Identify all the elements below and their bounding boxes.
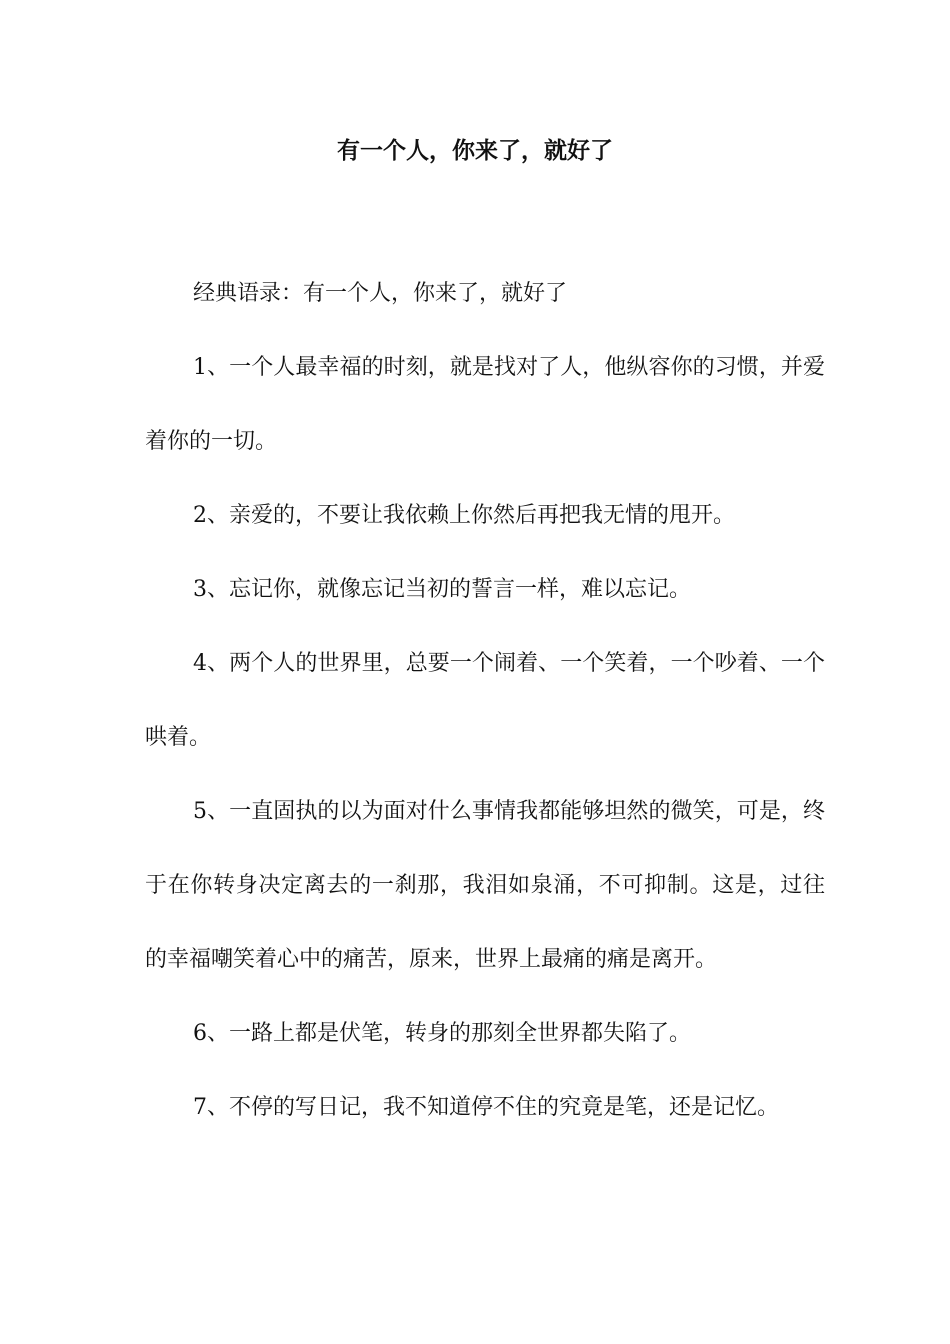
document-body — [145, 257, 825, 1145]
paragraph-intro: 经典语录：有一个人，你来了，就好了 — [193, 281, 568, 306]
paragraph-quote-3: 3、忘记你，就像忘记当初的誓言一样，难以忘记。 — [193, 577, 691, 602]
paragraph-quote-1: 1、一个人最幸福的时刻，就是找对了人，他纵容你的习惯，并爱着你的一切。 — [145, 355, 825, 454]
paragraph-quote-2: 2、亲爱的，不要让我依赖上你然后再把我无情的甩开。 — [193, 503, 735, 528]
page-title: 有一个人，你来了，就好了 — [337, 138, 613, 164]
paragraph-quote-6: 6、一路上都是伏笔，转身的那刻全世界都失陷了。 — [193, 1021, 691, 1046]
paragraph-quote-7: 7、不停的写日记，我不知道停不住的究竟是笔，还是记忆。 — [193, 1095, 779, 1120]
paragraph-quote-4: 4、两个人的世界里，总要一个闹着、一个笑着，一个吵着、一个哄着。 — [145, 651, 825, 750]
paragraph-quote-5: 5、一直固执的以为面对什么事情我都能够坦然的微笑，可是，终于在你转身决定离去的一刹那，我泪如泉涌，不可抑制。这是，过往的幸福嘲笑着心中的痛苦，原来，世界上最痛的痛是离开。 — [145, 799, 825, 972]
